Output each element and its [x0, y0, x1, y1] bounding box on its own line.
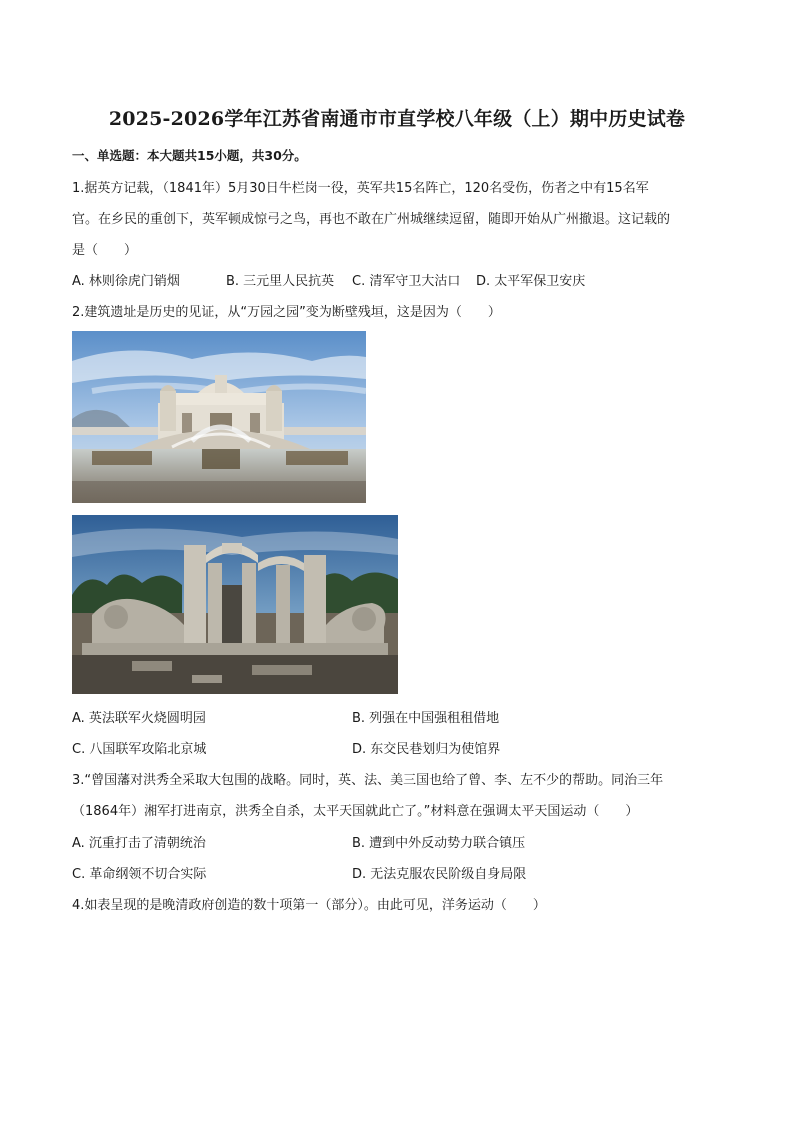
q1-stem-line2: 官。在乡民的重创下，英军顿成惊弓之鸟，再也不敢在广州城继续逗留，随即开始从广州撤退。这记载的	[72, 212, 671, 227]
section-heading: 一、单选题：本大题共15小题，共30分。	[72, 148, 307, 163]
q4-stem: 4.如表呈现的是晚清政府创造的数十项第一（部分）。由此可见，洋务运动（ ）	[72, 898, 546, 913]
q2-option-d: D. 东交民巷划归为使馆界	[352, 742, 501, 757]
q2-option-a: A. 英法联军火烧圆明园	[72, 711, 206, 726]
q3-option-c: C. 革命纲领不切合实际	[72, 867, 207, 882]
q3-stem-line1: 3.“曾国藩对洪秀全采取大包围的战略。同时，英、法、美三国也给了曾、李、左不少的帮助。同治三年	[72, 773, 664, 788]
yuanmingyuan-restored-photo	[72, 331, 366, 503]
q1-option-b: B. 三元里人民抗英	[226, 274, 335, 289]
q3-option-d: D. 无法克服农民阶级自身局限	[352, 867, 527, 882]
exam-title: 2025-2026学年江苏省南通市市直学校八年级（上）期中历史试卷	[108, 108, 686, 130]
yuanmingyuan-ruins-photo	[72, 515, 398, 694]
q1-option-d: D. 太平军保卫安庆	[476, 274, 586, 289]
q2-option-b: B. 列强在中国强租租借地	[352, 711, 500, 726]
q1-stem-line3: 是（ ）	[72, 243, 138, 258]
q2-option-c: C. 八国联军攻陷北京城	[72, 742, 207, 757]
q2-stem: 2.建筑遗址是历史的见证，从“万园之园”变为断壁残垣，这是因为（ ）	[72, 305, 501, 320]
q1-option-a: A. 林则徐虎门销烟	[72, 274, 180, 289]
q3-stem-line2: （1864年）湘军打进南京，洪秀全自杀，太平天国就此亡了。”材料意在强调太平天国运动（ ）	[72, 804, 639, 819]
q1-stem-line1: 1.据英方记载，（1841年）5月30日牛栏岗一役，英军共15名阵亡，120名受伤，伤者之中有15名军	[72, 181, 649, 196]
q3-option-b: B. 遭到中外反动势力联合镇压	[352, 836, 526, 851]
q3-option-a: A. 沉重打击了清朝统治	[72, 836, 206, 851]
q1-option-c: C. 清军守卫大沽口	[352, 274, 461, 289]
